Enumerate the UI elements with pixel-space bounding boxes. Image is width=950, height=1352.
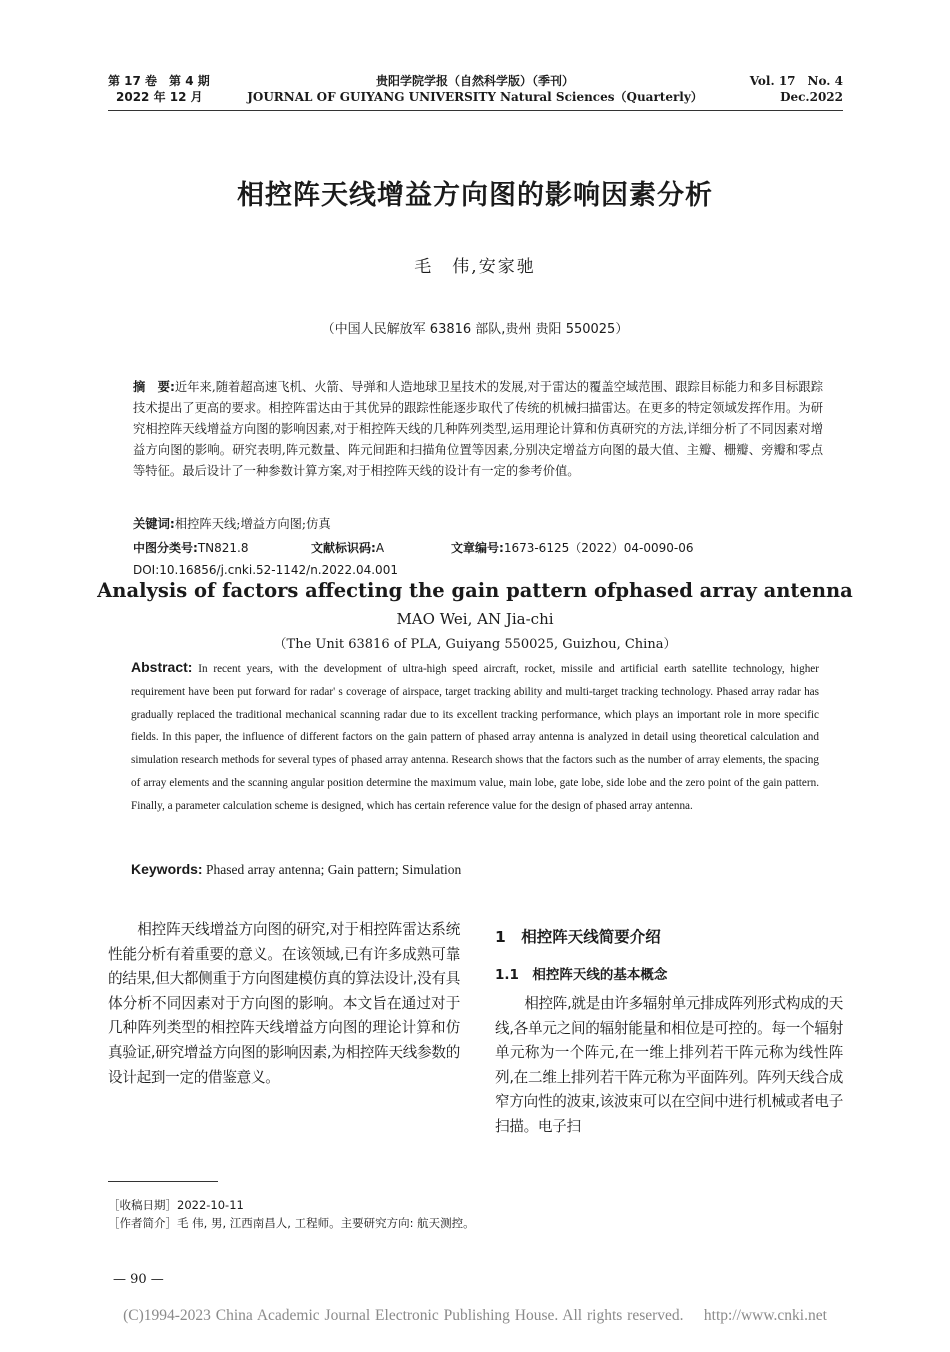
- section-1-1-paragraph: 相控阵,就是由许多辐射单元排成阵列形式构成的天线,各单元之间的辐射能量和相位是可控的。每一个辐射单元称为一个阵元,在一维上排列若干阵元称为线性阵列,在二维上排列若干阵元称为平面阵列。阵列天线合成窄方向性的波束,该波束可以在空间中进行机械或者电子扫描。电子扫: [495, 995, 843, 1135]
- authors-en: MAO Wei, AN Jia-chi: [396, 610, 554, 628]
- keywords-cn-text: 相控阵天线;增益方向图;仿真: [174, 517, 331, 531]
- clc-code: 中图分类号:TN821.8: [133, 541, 249, 555]
- copyright-watermark: (C)1994-2023 China Academic Journal Electronic Publishing House. All rights reserved. http://www.cnki.net: [123, 1307, 827, 1324]
- doc-code: 文献标识码:A: [311, 541, 385, 555]
- affiliation-en: （The Unit 63816 of PLA, Guiyang 550025, Guizhou, China）: [273, 637, 677, 652]
- footnote-received: ［收稿日期］2022-10-11: [108, 1198, 244, 1212]
- abstract-en-text: In recent years, with the development of ultra-high speed aircraft, rocket, missile and artificial earth satellite technology, higher requirement have been put forward for radar' s coverage of airspace, target tracking ability and multi-target tracking technology. Phased array radar has gradually replaced the traditional mechanical scanning radar due to its excellent tracking performance, which plays an important role in more specific fields. In this paper, the influence of different factors on the gain pattern of phased array antenna is analyzed in detail using theoretical calculation and simulation research methods for several types of phased array antenna. Research shows that the factors such as the number of array elements, the spacing of array elements and the scanning angular position determine the maximum value, main lobe, gate lobe, side lobe and the zero point of the gain pattern. Finally, a parameter calculation scheme is designed, which has certain reference value for the design of phased array antenna.: [131, 663, 819, 812]
- header-volume: [108, 73, 210, 105]
- doi: DOI:10.16856/j.cnki.52-1142/n.2022.04.001: [133, 563, 398, 577]
- article-number: 文章编号:1673-6125（2022）04-0090-06: [451, 541, 694, 555]
- abstract-en-label: Abstract:: [131, 659, 193, 675]
- section-heading-1-1: 1.1 相控阵天线的基本概念: [495, 967, 668, 983]
- vol-no: Vol. 17 No. 4: [749, 74, 843, 88]
- keywords-cn-label: 关键词:: [133, 517, 175, 531]
- header-vol-en: [750, 73, 843, 105]
- abstract-cn-text: 近年来,随着超高速飞机、火箭、导弹和人造地球卫星技术的发展,对于雷达的覆盖空域范围、跟踪目标能力和多目标跟踪技术提出了更高的要求。相控阵雷达由于其优异的跟踪性能逐步取代了传统的机械扫描雷达。在更多的特定领域发挥作用。为研究相控阵天线增益方向图的影响因素,对于相控阵天线的几种阵列类型,运用理论计算和仿真研究的方法,详细分析了不同因素对增益方向图的影响。研究表明,阵元数量、阵元间距和扫描角位置等因素,分别决定增益方向图的最大值、主瓣、栅瓣、旁瓣和零点等特征。最后设计了一种参数计算方案,对于相控阵天线的设计有一定的参考价值。: [133, 380, 823, 478]
- header-divider: [108, 110, 843, 111]
- issue-date-cn: 2022 年 12 月: [116, 90, 203, 104]
- volume-issue: 第 17 卷 第 4 期: [108, 74, 210, 88]
- footnote-divider: [108, 1181, 218, 1182]
- intro-paragraph: 相控阵天线增益方向图的研究,对于相控阵雷达系统性能分析有着重要的意义。在该领域,已有许多成熟可靠的结果,但大都侧重于方向图建模仿真的算法设计,没有具体分析不同因素对于方向图的影响。本文旨在通过对于几种阵列类型的相控阵天线增益方向图的理论计算和仿真验证,研究增益方向图的影响因素,为相控阵天线参数的设计起到一定的借鉴意义。: [108, 921, 460, 1086]
- abstract-en: [131, 656, 819, 818]
- affiliation-cn: （中国人民解放军 63816 部队,贵州 贵阳 550025）: [321, 322, 629, 337]
- keywords-en: [131, 861, 461, 878]
- journal-name-en: JOURNAL OF GUIYANG UNIVERSITY Natural Sciences（Quarterly）: [247, 90, 703, 104]
- journal-name-cn: 贵阳学院学报（自然科学版）（季刊）: [375, 74, 574, 88]
- abstract-cn-label: 摘 要:: [133, 380, 175, 394]
- keywords-cn: [133, 515, 331, 533]
- keywords-en-text: Phased array antenna; Gain pattern; Simulation: [202, 862, 462, 877]
- header-journal: [210, 73, 740, 105]
- issue-date-en: Dec.2022: [780, 90, 843, 104]
- footnote-author-info: ［作者简介］毛 伟, 男, 江西南昌人, 工程师。主要研究方向: 航天测控。: [108, 1216, 475, 1230]
- paper-title-en: Analysis of factors affecting the gain pattern ofphased array antenna: [97, 579, 853, 602]
- page-number: — 90 —: [113, 1272, 164, 1287]
- keywords-en-label: Keywords:: [131, 861, 203, 877]
- abstract-cn: [133, 377, 823, 482]
- paper-title-cn: 相控阵天线增益方向图的影响因素分析: [237, 180, 713, 211]
- authors-cn: 毛 伟,安家驰: [414, 257, 536, 277]
- section-heading-1: 1 相控阵天线简要介绍: [495, 928, 661, 946]
